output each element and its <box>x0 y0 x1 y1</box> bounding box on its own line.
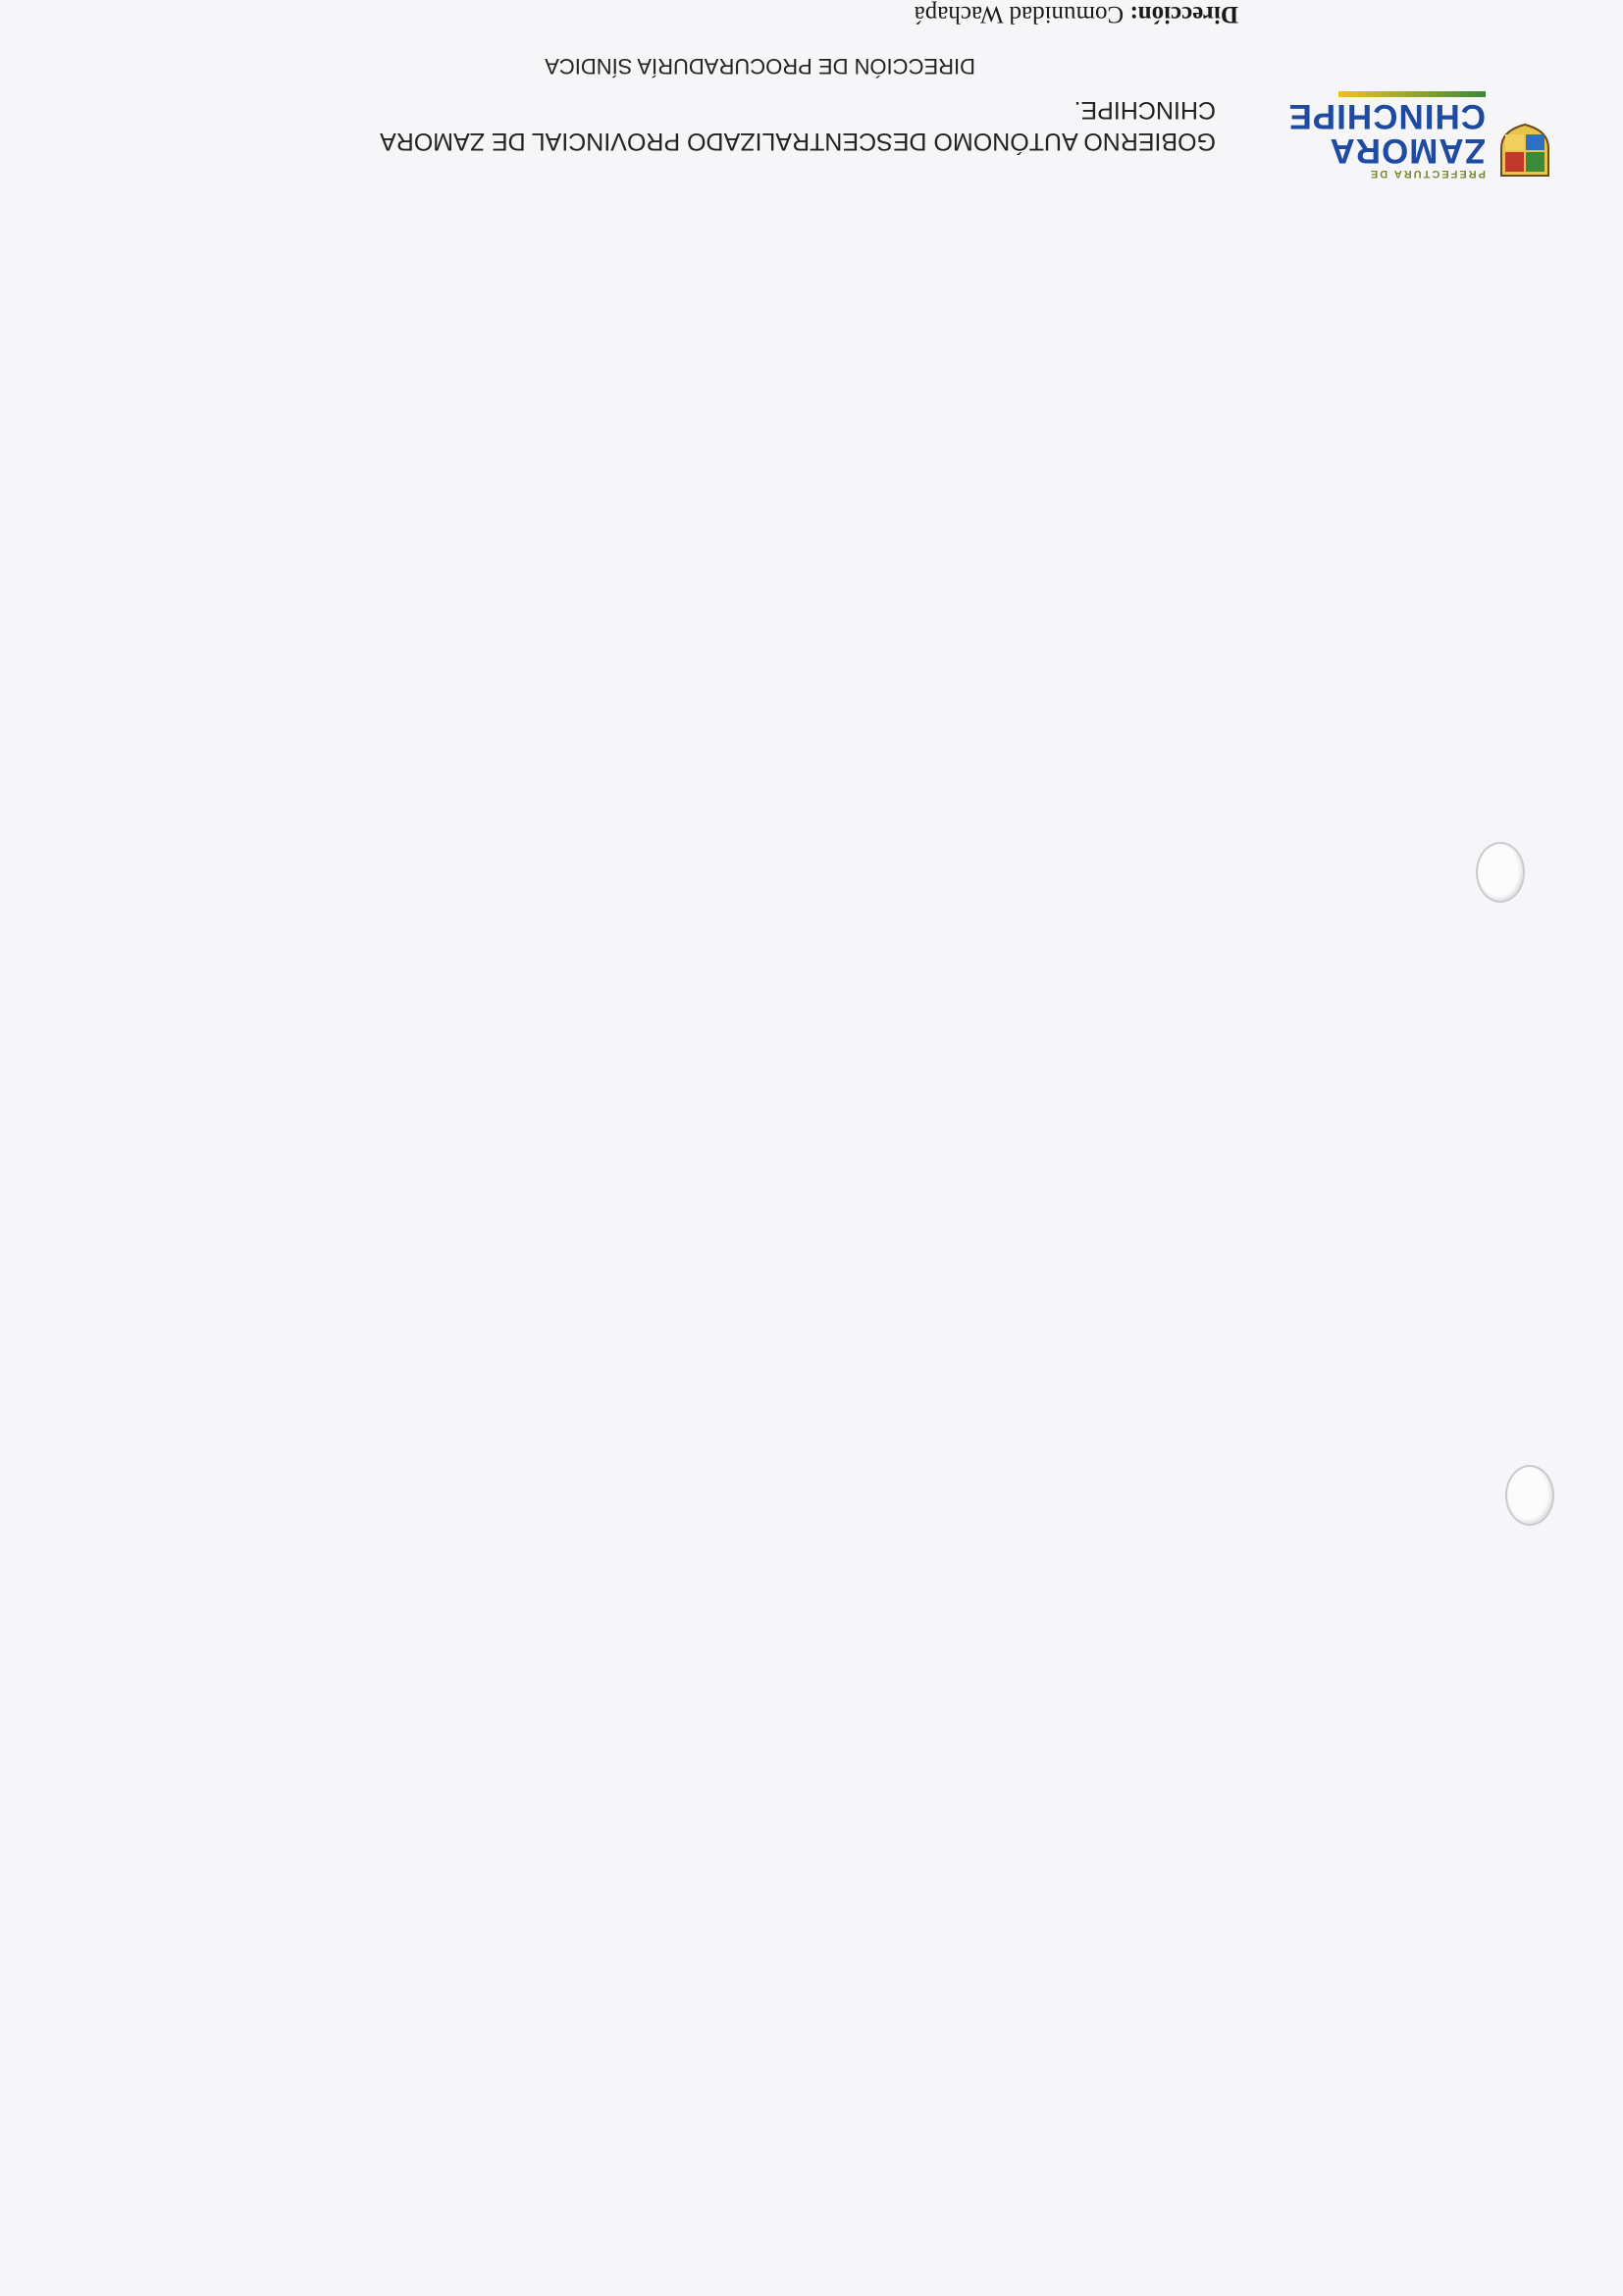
gov-line-1: GOBIERNO AUTÓNOMO DESCENTRALIZADO PROVINCIAL DE ZAMORA <box>380 128 1216 155</box>
contact-block <box>280 0 1238 29</box>
brand-line1: ZAMORA <box>1329 131 1486 170</box>
gov-line-2: CHINCHIPE. <box>1073 96 1216 124</box>
punch-hole <box>1505 1465 1554 1526</box>
address-label: Dirección: <box>1129 1 1238 27</box>
government-heading <box>380 94 1216 157</box>
department-heading: DIRECCIÓN DE PROCURADURÍA SÍNDICA <box>545 54 975 78</box>
prefectura-logo-icon <box>1495 123 1554 182</box>
punch-hole <box>1476 842 1525 903</box>
brand-line2: CHINCHIPE <box>1287 97 1486 135</box>
brand-small: PREFECTURA DE <box>1368 168 1486 180</box>
address-value: Comunidad Wachapá <box>914 1 1130 27</box>
address-line <box>280 0 1238 29</box>
brand-wordmark <box>1287 91 1486 179</box>
